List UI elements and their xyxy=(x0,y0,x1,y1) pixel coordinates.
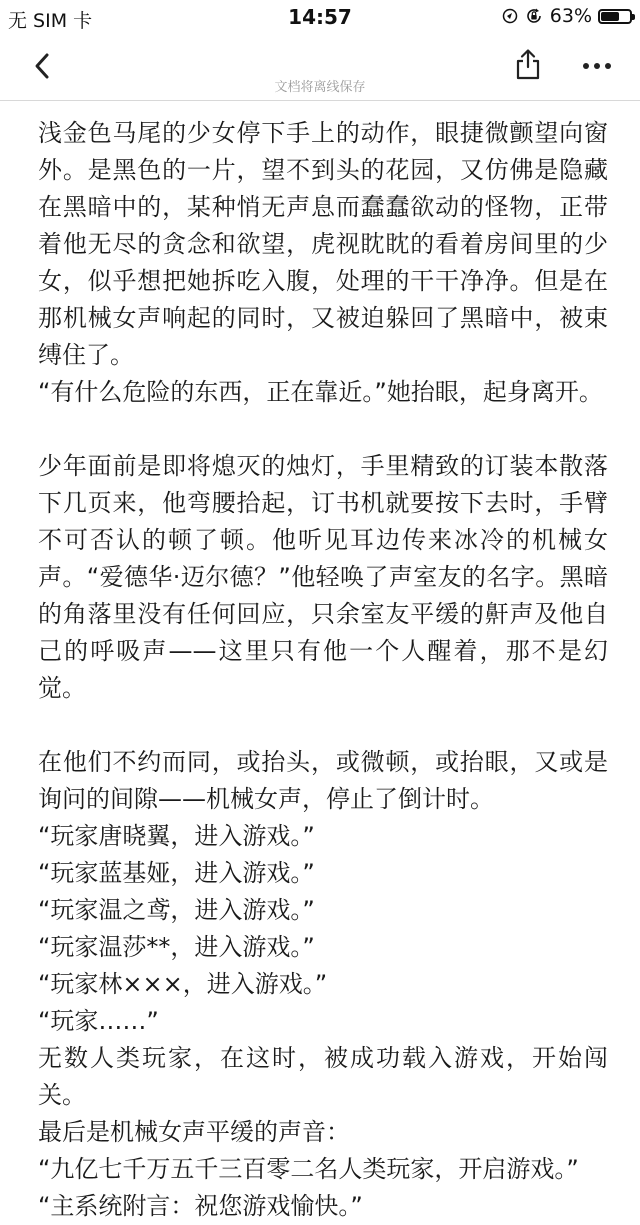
article-body xyxy=(38,115,608,1225)
share-button[interactable] xyxy=(508,44,548,84)
navigation-bar xyxy=(0,36,640,101)
status-bar xyxy=(0,0,640,36)
more-button[interactable] xyxy=(575,48,619,84)
paragraph: 少年面前是即将熄灭的烛灯，手里精致的订装本散落下几页来，他弯腰拾起，订书机就要按下去时，手臂不可否认的顿了顿。他听见耳边传来冰冷的机械女声。“爱德华·迈尔德？”他轻唤了声室友的名字。黑暗的角落里没有任何回应，只余室友平缓的鼾声及他自己的呼吸声——这里只有他一个人醒着，那不是幻觉。 xyxy=(38,452,608,702)
paragraph-spacer xyxy=(38,411,608,448)
offline-save-notice: 文档将离线保存 xyxy=(274,80,366,95)
share-icon xyxy=(514,48,542,80)
status-right-group xyxy=(502,5,632,27)
narration-line: 最后是机械女声平缓的声音： xyxy=(38,1118,350,1146)
paragraph: “有什么危险的东西，正在靠近。”她抬眼，起身离开。 xyxy=(38,378,603,406)
clock: 14:57 xyxy=(288,5,352,29)
dialogue-line: “玩家温之鸢，进入游戏。” xyxy=(38,896,315,924)
dialogue-line: “玩家蓝基娅，进入游戏。” xyxy=(38,859,315,887)
dialogue-line: “玩家温莎**，进入游戏。” xyxy=(38,933,315,961)
battery-fill xyxy=(601,12,619,21)
paragraph-spacer xyxy=(38,707,608,744)
dialogue-line: “玩家林×××，进入游戏。” xyxy=(38,970,328,998)
dialogue-line: “九亿七千万五千三百零二名人类玩家，开启游戏。” xyxy=(38,1155,579,1183)
battery-percent: 63% xyxy=(549,5,592,27)
rotation-lock-icon xyxy=(524,6,544,26)
paragraph: 浅金色马尾的少女停下手上的动作，眼捷微颤望向窗外。是黑色的一片，望不到头的花园，又仿佛是隐藏在黑暗中的，某种悄无声息而蠢蠢欲动的怪物，正带着他无尽的贪念和欲望，虎视眈眈的看着房间里的少女，似乎想把她拆吃入腹，处理的干干净净。但是在那机械女声响起的同时，又被迫躲回了黑暗中，被束缚住了。 xyxy=(38,119,608,369)
carrier-label: 无 SIM 卡 xyxy=(8,10,93,32)
more-icon xyxy=(582,62,612,70)
dialogue-line: “主系统附言：祝您游戏愉快。” xyxy=(38,1192,363,1220)
battery-icon xyxy=(598,9,632,24)
dialogue-line: “玩家……” xyxy=(38,1007,159,1035)
narration-line: 无数人类玩家，在这时，被成功载入游戏，开始闯关。 xyxy=(38,1044,608,1109)
dialogue-line: “玩家唐晓翼，进入游戏。” xyxy=(38,822,315,850)
paragraph: 在他们不约而同，或抬头，或微顿，或抬眼，又或是询问的间隙——机械女声，停止了倒计时。 xyxy=(38,748,608,813)
location-icon xyxy=(502,8,518,24)
